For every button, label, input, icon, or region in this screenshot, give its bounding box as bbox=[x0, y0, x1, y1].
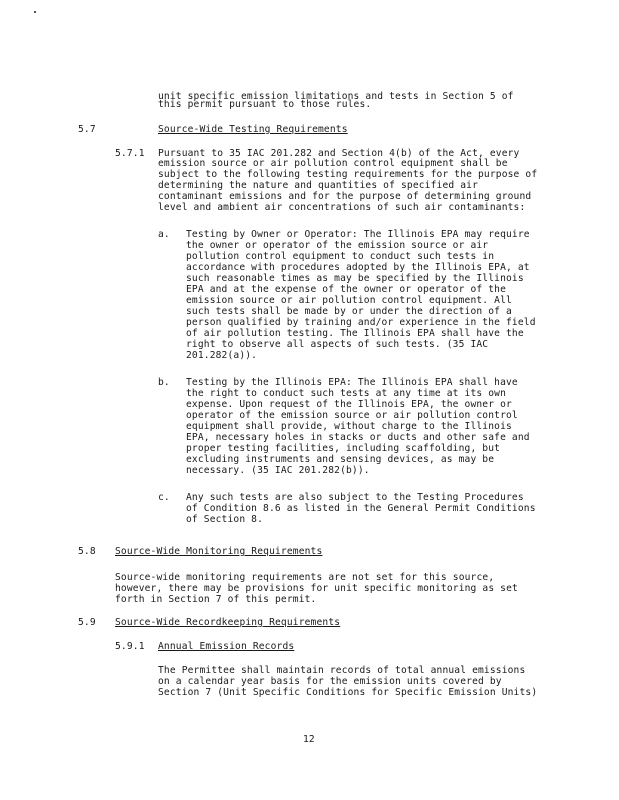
intro-line: unit specific emission limitations and tests in Section 5 of bbox=[158, 91, 514, 102]
list-item-line: of Condition 8.6 as listed in the General Permit Conditions bbox=[186, 503, 536, 514]
list-item-line: the right to conduct such tests at any time at its own bbox=[186, 388, 506, 399]
paragraph-line: on a calendar year basis for the emission units covered by bbox=[158, 676, 502, 687]
paragraph-line: Source-wide monitoring requirements are not set for this source, bbox=[115, 572, 495, 583]
subsection-heading: Annual Emission Records bbox=[158, 641, 295, 652]
paragraph-line: determining the nature and quantities of specified air bbox=[158, 180, 478, 191]
paragraph-line: Pursuant to 35 IAC 201.282 and Section 4(b) of the Act, every bbox=[158, 148, 520, 159]
list-item-line: of Section 8. bbox=[186, 514, 264, 525]
paragraph-line: subject to the following testing requirements for the purpose of bbox=[158, 169, 538, 180]
list-item-line: EPA and at the expense of the owner or operator of the bbox=[186, 284, 506, 295]
list-item-line: operator of the emission source or air pollution control bbox=[186, 410, 518, 421]
list-item-line: Testing by Owner or Operator: The Illinois EPA may require bbox=[186, 229, 530, 240]
section-number: 5.8 bbox=[78, 546, 96, 557]
paragraph-line: The Permittee shall maintain records of total annual emissions bbox=[158, 665, 526, 676]
page-number: 12 bbox=[303, 734, 315, 745]
section-number: 5.9 bbox=[78, 617, 96, 628]
list-item-line: emission source or air pollution control equipment. All bbox=[186, 295, 512, 306]
list-item-line: such reasonable times as may be specified by the Illinois bbox=[186, 273, 524, 284]
list-item-line: person qualified by training and/or experience in the field bbox=[186, 317, 536, 328]
list-item-line: of air pollution testing. The Illinois EPA shall have the bbox=[186, 328, 524, 339]
list-item-line: expense. Upon request of the Illinois EPA, the owner or bbox=[186, 399, 512, 410]
list-item-line: pollution control equipment to conduct such tests in bbox=[186, 251, 495, 262]
list-item-line: right to observe all aspects of such tests. (35 IAC bbox=[186, 339, 489, 350]
section-number: 5.7 bbox=[78, 124, 96, 135]
paragraph-line: level and ambient air concentrations of such air contaminants: bbox=[158, 202, 526, 213]
section-heading: Source-Wide Testing Requirements bbox=[158, 124, 348, 135]
list-item-line: Any such tests are also subject to the Testing Procedures bbox=[186, 492, 524, 503]
paragraph-line: contaminant emissions and for the purpose of determining ground bbox=[158, 191, 532, 202]
condition-number: 5.9.1 bbox=[115, 641, 145, 652]
list-item-line: Testing by the Illinois EPA: The Illinois EPA shall have bbox=[186, 377, 518, 388]
condition-number: 5.7.1 bbox=[115, 148, 145, 159]
list-item-line: such tests shall be made by or under the direction of a bbox=[186, 306, 512, 317]
list-item-line: EPA, necessary holes in stacks or ducts and other safe and bbox=[186, 432, 530, 443]
list-item-line: proper testing facilities, including scaffolding, but bbox=[186, 443, 501, 454]
paragraph-line: forth in Section 7 of this permit. bbox=[115, 594, 317, 605]
list-item-line: the owner or operator of the emission source or air bbox=[186, 240, 489, 251]
paragraph-line: however, there may be provisions for unit specific monitoring as set bbox=[115, 583, 518, 594]
list-label: c. bbox=[158, 492, 170, 503]
section-heading: Source-Wide Monitoring Requirements bbox=[115, 546, 323, 557]
list-label: b. bbox=[158, 377, 170, 388]
list-item-line: necessary. (35 IAC 201.282(b)). bbox=[186, 465, 370, 476]
paragraph-line: emission source or air pollution control equipment shall be bbox=[158, 158, 508, 169]
intro-line: this permit pursuant to those rules. bbox=[158, 99, 372, 110]
list-item-line: accordance with procedures adopted by the Illinois EPA, at bbox=[186, 262, 530, 273]
scan-speck bbox=[34, 11, 36, 13]
list-item-line: equipment shall provide, without charge to the Illinois bbox=[186, 421, 512, 432]
list-label: a. bbox=[158, 229, 170, 240]
list-item-line: 201.282(a)). bbox=[186, 350, 258, 361]
section-heading: Source-Wide Recordkeeping Requirements bbox=[115, 617, 341, 628]
list-item-line: excluding instruments and sensing devices, as may be bbox=[186, 454, 495, 465]
paragraph-line: Section 7 (Unit Specific Conditions for Specific Emission Units) bbox=[158, 687, 538, 698]
